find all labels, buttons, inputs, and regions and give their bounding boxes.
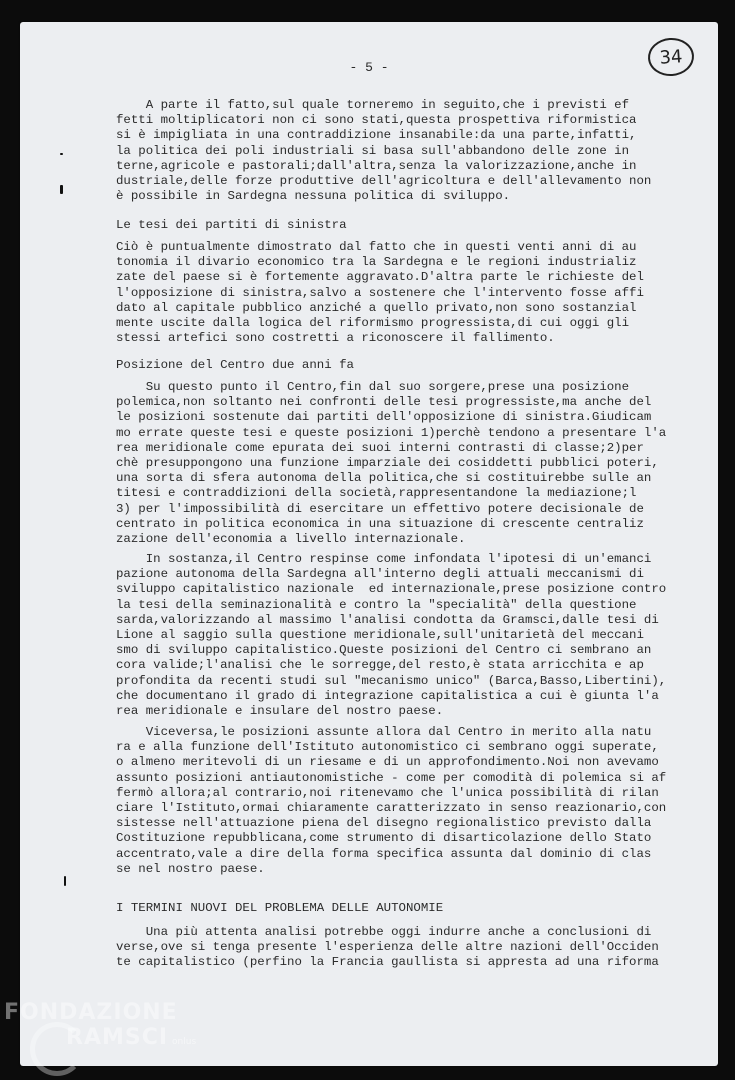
archive-stamp: 34 <box>647 36 696 77</box>
text-line: che documentano il grado di integrazione capitalistica a cui è giunta l'a <box>116 688 659 703</box>
margin-mark <box>60 153 63 155</box>
text-line: Ciò è puntualmente dimostrato dal fatto che in questi venti anni di au <box>116 240 637 254</box>
text-line: si è impigliata in una contraddizione insanabile:da una parte,infatti, <box>116 128 637 143</box>
text-line: mo errate queste tesi e queste posizioni 1)perchè tendono a presentare l'a <box>116 425 667 440</box>
text-line: sviluppo capitalistico nazionale ed internazionale,prese posizione contro <box>116 582 667 597</box>
text-line: la politica dei poli industriali si basa sull'abbandono delle zone in <box>116 143 630 158</box>
text-line: profondita da recenti studi sul "mecanismo unico" (Barca,Basso,Libertini), <box>116 673 667 688</box>
text-line: sarda,valorizzando al massimo l'analisi condotta da Gramsci,dalle tesi di <box>116 612 659 627</box>
text-line: accentrato,vale a dire della forma specifica assunta dal dominio di clas <box>116 846 652 861</box>
text-line: è possibile in Sardegna nessuna politica di sviluppo. <box>116 189 511 204</box>
text-line: stessi artefici sono costretti a riconoscere il fallimento. <box>116 331 555 346</box>
section-heading-centro: Posizione del Centro due anni fa <box>116 358 354 372</box>
text-line: A parte il fatto,sul quale torneremo in seguito,che i previsti ef <box>116 98 630 112</box>
text-line: Una più attenta analisi potrebbe oggi indurre anche a conclusioni di <box>116 925 652 939</box>
text-line: centrato in politica economica in una situazione di crescente centraliz <box>116 516 644 531</box>
text-line: fetti moltiplicatori non ci sono stati,questa prospettiva riformistica <box>116 113 637 128</box>
page-number: - 5 - <box>349 60 389 75</box>
text-line: verse,ove si tenga presente l'esperienza delle altre nazioni dell'Occiden <box>116 940 659 955</box>
text-line: te capitalistico (perfino la Francia gaullista si appresta ad una riforma <box>116 955 659 970</box>
text-line: tonomia il divario economico tra la Sardegna e le regioni industrializ <box>116 255 637 270</box>
text-line: ra e alla funzione dell'Istituto autonomistico ci sembrano oggi superate, <box>116 740 659 755</box>
text-line: pazione autonoma della Sardegna all'interno degli attuali meccanismi di <box>116 567 644 582</box>
text-line: smo di sviluppo capitalistico.Queste posizioni del Centro ci sembrano an <box>116 643 652 658</box>
margin-mark <box>64 876 66 886</box>
margin-mark <box>60 185 63 194</box>
text-line: la tesi della seminazionalità e contro la "specialità" della questione <box>116 597 637 612</box>
text-line: sistesse nell'attuazione piena del disegno regionalistico previsto dalla <box>116 816 652 831</box>
text-line: l'opposizione di sinistra,salvo a sostenere che l'intervento fosse affi <box>116 285 644 300</box>
text-line: Su questo punto il Centro,fin dal suo sorgere,prese una posizione <box>116 380 630 394</box>
text-line: polemica,non soltanto nei confronti delle tesi progressiste,ma anche del <box>116 395 652 410</box>
paragraph-3 <box>116 380 666 547</box>
text-line: 3) per l'impossibilità di esercitare un effettivo potere decisionale de <box>116 501 644 516</box>
text-line: Costituzione repubblicana,come strumento di disarticolazione dello Stato <box>116 831 652 846</box>
fondazione-gramsci-watermark <box>4 1000 196 1055</box>
text-line: se nel nostro paese. <box>116 861 265 876</box>
section-heading-autonomie: I TERMINI NUOVI DEL PROBLEMA DELLE AUTONOMIE <box>116 901 444 915</box>
text-line: terne,agricole e pastorali;dall'altra,senza la valorizzazione,anche in <box>116 158 637 173</box>
paragraph-6 <box>116 925 659 971</box>
text-line: o almeno meritevoli di un riesame e di un approfondimento.Noi non avevamo <box>116 755 659 770</box>
watermark-line-1: FONDAZIONE <box>4 1000 178 1025</box>
text-line: ciare l'Istituto,ormai chiaramente caratterizzato in senso reazionario,con <box>116 801 667 816</box>
text-line: una sorta di sfera autonoma della politica,che si costituirebbe sulle an <box>116 471 652 486</box>
paragraph-4 <box>116 552 666 719</box>
section-heading-sinistra: Le tesi dei partiti di sinistra <box>116 218 347 232</box>
text-line: rea meridionale come epurata dei suoi interni contrasti di classe;2)per <box>116 440 644 455</box>
paragraph-5 <box>116 725 666 877</box>
text-line: fermò allora;al contrario,noi ritenevamo che l'unica possibilità di rilan <box>116 785 659 800</box>
text-line: Lione al saggio sulla questione meridionale,sull'unitarietà del meccani <box>116 628 644 643</box>
paragraph-1 <box>116 98 651 204</box>
text-line: dustriale,delle forze produttive dell'agricoltura e dell'allevamento non <box>116 174 652 189</box>
text-line: le posizioni sostenute dai partiti dell'opposizione di sinistra.Giudicam <box>116 410 652 425</box>
text-line: Viceversa,le posizioni assunte allora dal Centro in merito alla natu <box>116 725 652 739</box>
text-line: zate del paese si è fortemente aggravato.D'altra parte le richieste del <box>116 270 644 285</box>
watermark-onlus: onlus <box>172 1037 197 1047</box>
text-line: cora valide;l'analisi che le sorregge,del resto,è stata arricchita e ap <box>116 658 644 673</box>
paragraph-2 <box>116 240 644 346</box>
watermark-line-2: RAMSCI <box>66 1025 169 1050</box>
text-line: dato al capitale pubblico anziché a quello privato,non sono sostanzial <box>116 300 637 315</box>
text-line: assunto posizioni antiautonomistiche - come per comodità di polemica si af <box>116 770 667 785</box>
text-line: In sostanza,il Centro respinse come infondata l'ipotesi di un'emanci <box>116 552 652 566</box>
text-line: titesi e contraddizioni della società,rappresentandone la mediazione;l <box>116 486 637 501</box>
text-line: mente uscite dalla logica del riformismo progressista,di cui oggi gli <box>116 316 630 331</box>
text-line: zazione dell'economia a livello internazionale. <box>116 532 466 547</box>
document-page <box>20 22 718 1066</box>
text-line: rea meridionale e insulare del nostro paese. <box>116 704 444 719</box>
text-line: chè presuppongono una funzione imparziale dei cosiddetti pubblici poteri, <box>116 456 659 471</box>
